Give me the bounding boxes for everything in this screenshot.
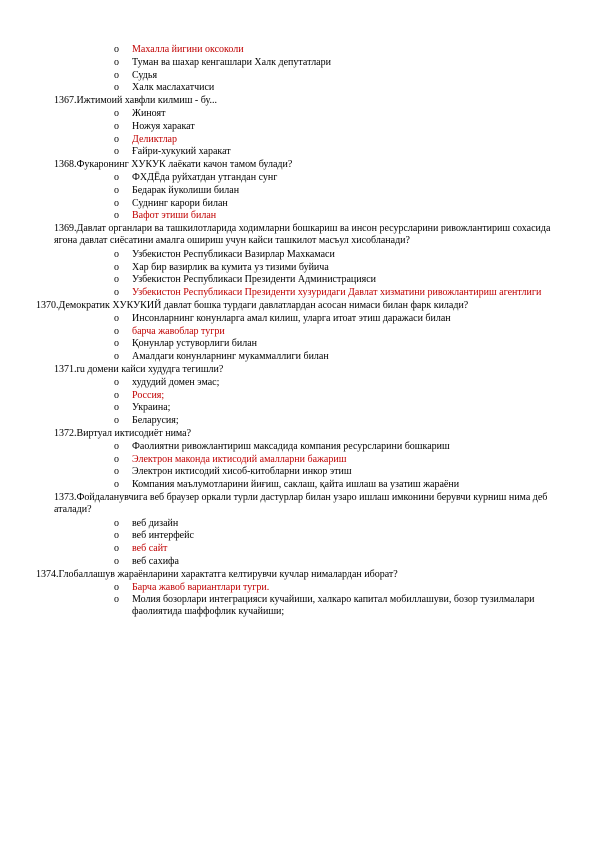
answer-option: Узбекистон Республикаси Президенти Администрацияси (132, 274, 377, 286)
answer-option-correct: Электрон маконда иктисодий амалларни бажариш (132, 453, 347, 465)
bullet-marker: o (114, 389, 119, 401)
answer-option: веб интерфейс (132, 530, 194, 542)
question-text: 1367.Ижтимоий хавфли килмиш - бу... (54, 95, 217, 107)
answer-option: Бедарак йуколиши билан (132, 184, 240, 196)
question-text: 1374.Глобаллашув жараёнларини характатга келтирувчи кучлар нималардан иборат? (36, 568, 398, 580)
answer-option-correct: Вафот этиши билан (132, 210, 217, 222)
bullet-marker: o (114, 44, 119, 55)
bullet-marker: o (114, 133, 119, 145)
answer-option: Амалдаги конунларнинг мукаммаллиги билан (132, 351, 329, 363)
answer-option: Компания маълумотларини йиғиш, саклаш, қайта ишлаш ва узатиш жараёни (132, 479, 460, 491)
bullet-marker: o (114, 517, 119, 529)
bullet-marker: o (114, 479, 119, 491)
bullet-marker: o (114, 376, 119, 388)
question-text: 1368.Фукаронинг ХУКУК лаёкати качон тамом булади? (54, 159, 293, 171)
bullet-marker: o (114, 556, 119, 567)
answer-option: Узбекистон Республикаси Вазирлар Махкамаси (132, 248, 335, 260)
question-text: 1373.Фойдаланувчига веб браузер оркали турли дастурлар билан узаро ишлаш имконини берувчи курниш нима деб аталади? (54, 492, 548, 515)
answer-option-correct: Махалла йигини оксоколи (132, 44, 244, 55)
bullet-marker: o (114, 69, 119, 81)
answer-option: Туман ва шахар кенгашлари Халк депутатлари (132, 56, 331, 68)
bullet-marker: o (114, 197, 119, 209)
answer-option: Ғайри-хукукий харакат (132, 146, 231, 158)
answer-option-correct: Россия; (132, 389, 165, 401)
bullet-marker: o (114, 415, 119, 427)
answer-option: веб дизайн (132, 517, 179, 529)
answer-option: веб сахифа (132, 556, 179, 567)
answer-option: Халк маслахатчиси (132, 82, 215, 94)
answer-option: Хар бир вазирлик ва кумита уз тизими буйича (132, 261, 329, 273)
answer-option: Судья (132, 69, 158, 81)
bullet-marker: o (114, 120, 119, 132)
bullet-marker: o (114, 56, 119, 68)
bullet-marker: o (114, 82, 119, 94)
bullet-marker: o (114, 453, 119, 465)
answer-option: Жиноят (132, 108, 166, 119)
question-text: 1371.ru домени кайси худудга тегишли? (54, 364, 224, 375)
bullet-marker: o (114, 466, 119, 478)
bullet-marker: o (114, 172, 119, 183)
bullet-marker: o (114, 351, 119, 363)
question-text: 1372.Виртуал иктисодиёт нима? (54, 428, 192, 439)
bullet-marker: o (114, 338, 119, 350)
question-text: 1370.Демократик ХУКУКИЙ давлат бошка турдаги давлатлардан асосан нимаси билан фарк килади? (36, 300, 469, 311)
answer-option: Қонунлар устуворлиги билан (132, 338, 258, 350)
bullet-marker: o (114, 261, 119, 273)
bullet-marker: o (114, 210, 119, 222)
bullet-marker: o (114, 287, 119, 299)
answer-option-correct: веб сайт (132, 543, 168, 555)
question-text: 1369.Давлат органлари ва ташкилотларида ходимларни бошкариш ва инсон ресурсларини ривожлантириш сохасида ягона давлат сиёсатини амалга ошириш учун кайси ташкилот масъул хисобланади? (54, 223, 551, 247)
bullet-marker: o (114, 581, 119, 593)
answer-option-correct: Барча жавоб вариантлари тугри. (132, 581, 270, 593)
answer-option-correct: Деликтлар (132, 133, 177, 145)
bullet-marker: o (114, 146, 119, 158)
bullet-marker: o (114, 530, 119, 542)
bullet-marker: o (114, 108, 119, 119)
answer-option-correct: барча жавоблар тугри (132, 325, 225, 337)
bullet-marker: o (114, 325, 119, 337)
bullet-marker: o (114, 594, 119, 606)
answer-option: Инсонларнинг конунларга амал килиш, уларга итоат этиш даражаси билан (132, 312, 451, 324)
answer-option: Фаолиятни ривожлантириш максадида компания ресурсларини бошкариш (132, 440, 450, 452)
answer-option: Электрон иктисодий хисоб-китобларни инкор этиш (132, 466, 352, 478)
answer-option-correct: Узбекистон Республикаси Президенти хузуридаги Давлат хизматини ривожлантириш агентлиги (132, 287, 542, 299)
bullet-marker: o (114, 248, 119, 260)
bullet-marker: o (114, 274, 119, 286)
bullet-marker: o (114, 402, 119, 414)
answer-option: Ножуя харакат (132, 120, 195, 132)
bullet-marker: o (114, 543, 119, 555)
bullet-marker: o (114, 184, 119, 196)
answer-option: худудий домен эмас; (132, 376, 220, 388)
answer-option: Молия бозорлари интеграцияси кучайиши, халкаро капитал мобиллашуви, бозор тузилмалари фаолиятида шаффофлик кучайиши; (132, 594, 535, 618)
bullet-marker: o (114, 440, 119, 452)
answer-option: ФХДЁда руйхатдан утгандан сунг (132, 172, 278, 183)
bullet-marker: o (114, 312, 119, 324)
answer-option: Украина; (132, 402, 171, 414)
answer-option: Беларусия; (132, 415, 179, 427)
answer-option: Суднинг карори билан (132, 197, 228, 209)
